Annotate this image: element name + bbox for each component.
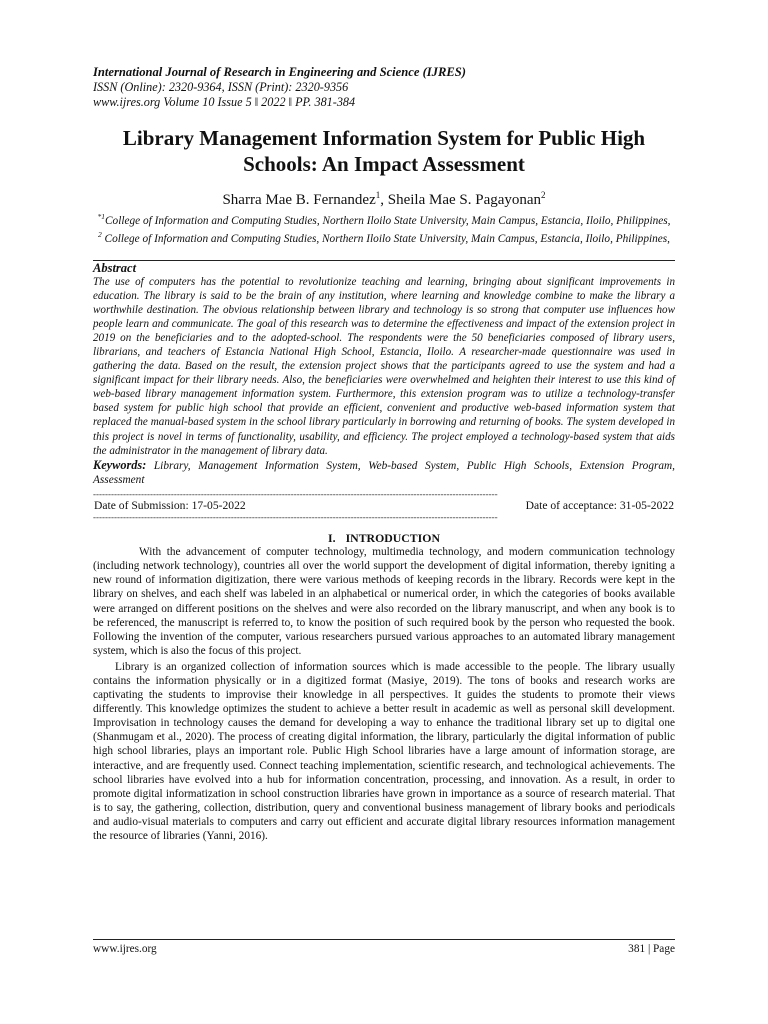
affiliation (93, 210, 675, 228)
author-name: Sheila Mae S. Pagayonan (387, 192, 542, 208)
acceptance-date: Date of acceptance: 31-05-2022 (525, 499, 674, 513)
keywords-label: Keywords: (93, 457, 147, 472)
journal-issue: www.ijres.org Volume 10 Issue 5 ǁ 2022 ǁ PP. 381-384 (93, 94, 356, 109)
section-number: I. (328, 531, 336, 546)
separator-line: --------------------------------------------------------------------------------------------------------------------------------------- (93, 513, 498, 523)
author-list (93, 186, 675, 209)
separator-line: --------------------------------------------------------------------------------------------------------------------------------------- (93, 490, 498, 500)
body-paragraph: Library is an organized collection of information sources which is made accessible to the people. The library usually contains the information physically or in a digitized format (Masiye, 2019). The tons of books and research works are captivating the students to improvise their knowledge in all perspectives. It guides the students to promote their views differently. This knowledge optimizes the student to achieve a better result in academic as well as personal skill development. Improvisation in technology causes the demand for developing a way to enhance the traditional library set up to digital one (Shanmugam et al., 2020). The process of creating digital information, the library, particularly the digital information of public high school libraries, plays an important role. Public High School libraries have a large amount of information storage, are interactive, and are frequently used. Connect teaching implementation, scientific research, and technological achievements. The school libraries have evolved into a hub for information concentration, processing, and innovation. As a result, in order to promote digital informatization in school construction libraries have grown in importance as a source of research material. That is to say, the gathering, collection, distribution, query and conventional business management of library books and periodicals and audio-visual materials to computers and carry out efficient and accurate digital library resources information management the resource of libraries (Yanni, 2016). (93, 660, 675, 843)
paper-title: Library Management Information System for Public High Schools: An Impact Assessment (122, 126, 646, 176)
section-heading (93, 531, 675, 545)
abstract-text: The use of computers has the potential to revolutionize teaching and learning, bringing about significant improvements in education. The library is said to be the brain of any institution, where learning and knowledge combine to make the library a worthwhile destination. The obvious relationship between library and technology is so strong that computer use influences how people learn and communicate. The goal of this research was to determine the effectiveness and impact of the extension project in 2019 on the beneficiaries and to the adopted-school. The respondents were the 50 beneficiaries composed of library users, librarians, and teachers of Estancia National High School, Estancia, Iloilo. A researcher-made questionnaire was used in gathering the data. Based on the result, the extension project shows that the participants agreed to use the system and had a significant impact for their library needs. Also, the beneficiaries were overwhelmed and heighten their interest to use this kind of web-based library management information system. Furthermore, this extension program was to utilize a technology-transfer based system for public high school that provide an efficient, convenient and productive web-based information system that replaced the manual-based system in the school library particularly in borrowing and returning of books. The system developed in this project is novel in terms of functionality, usability, and efficiency. The project employed a technology-based system that aids the administrator in the management of library data. (93, 275, 675, 457)
author-superscript: 2 (541, 190, 546, 200)
affiliation-list (93, 210, 675, 246)
affiliation-text: College of Information and Computing Studies, Northern Iloilo State University, Main Campus, Estancia, Iloilo, Philippines, (105, 214, 671, 227)
dates-row (93, 499, 675, 513)
affiliation-marker: *1 (97, 212, 106, 221)
page-number: 381 | Page (628, 943, 675, 955)
submission-date: Date of Submission: 17-05-2022 (94, 499, 246, 513)
author-separator: , (380, 192, 388, 208)
paper-page (93, 64, 675, 843)
keywords-text: Library, Management Information System, Web-based System, Public High Schools, Extension Program, Assessment (93, 459, 675, 486)
author-name: Sharra Mae B. Fernandez (222, 192, 376, 208)
journal-name: International Journal of Research in Engineering and Science (IJRES) (93, 65, 466, 79)
affiliation-marker: 2 (97, 229, 102, 239)
affiliation-text: College of Information and Computing Studies, Northern Iloilo State University, Main Campus, Estancia, Iloilo, Philippines, (101, 232, 671, 245)
author-superscript: 1 (375, 190, 381, 200)
body-paragraph: With the advancement of computer technology, multimedia technology, and modern communication technology (including network technology), countries all over the world support the development of digital information, thereby igniting a new round of information digitization, there were various methods of keeping records in the library. Records were kept in the library on shelves, and each shelf was labeled in an alphabetical or numerical order, in which the categories of books available were arranged on different positions on the shelves and were also recorded on the library manuscript, and when any book is to be referenced, the manuscript is referred to, to know the position of such required book by the person who requested the book. Following the invention of the computer, various researchers pursued various approaches to an automated library management system, which is also the focus of this project. (93, 546, 675, 657)
affiliation (93, 228, 675, 246)
journal-issn: ISSN (Online): 2320-9364, ISSN (Print): 2320-9356 (93, 80, 349, 94)
abstract-heading: Abstract (93, 260, 137, 275)
footer-url: www.ijres.org (93, 943, 157, 955)
keywords (93, 458, 675, 487)
section-title: INTRODUCTION (345, 531, 440, 546)
page-footer (93, 939, 675, 956)
